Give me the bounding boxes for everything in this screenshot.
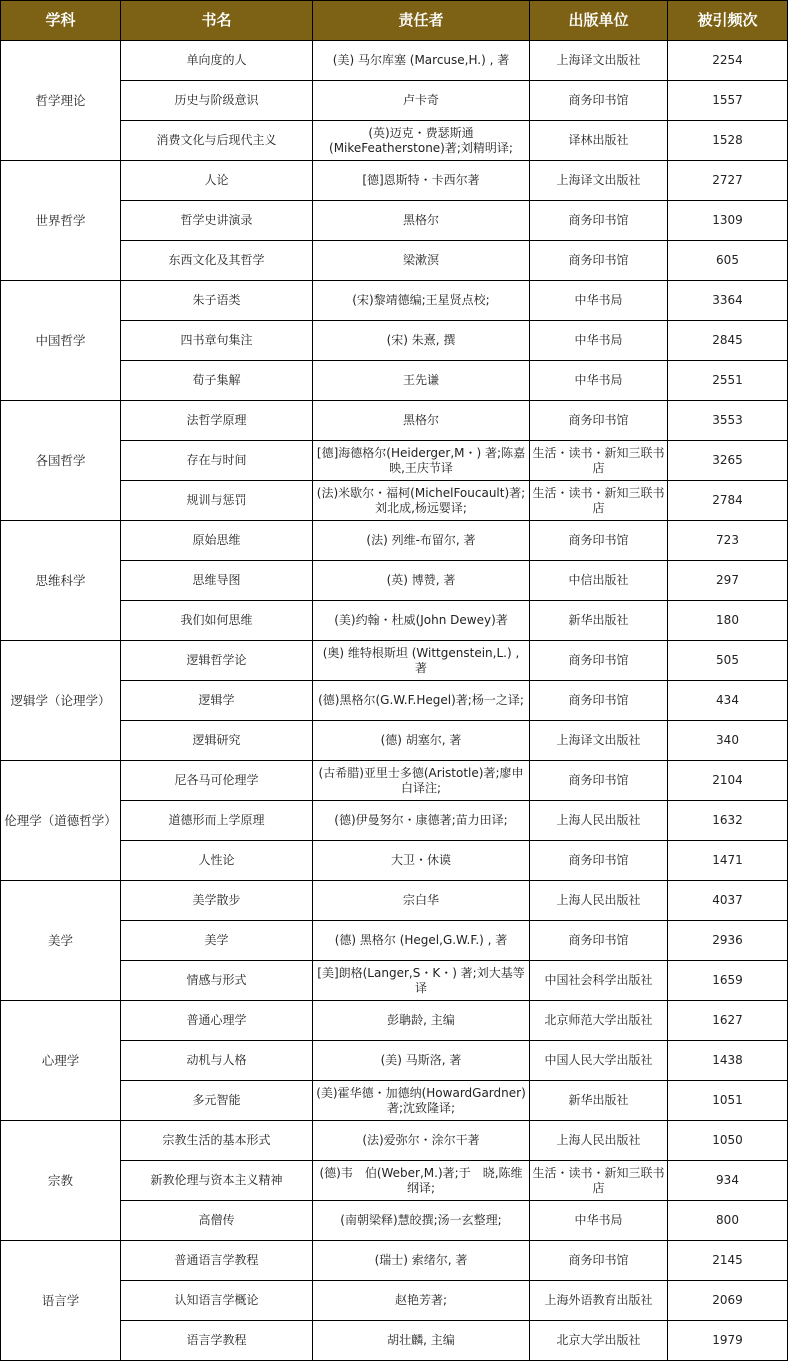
- title-cell: 动机与人格: [121, 1041, 313, 1081]
- header-subject: 学科: [1, 1, 121, 41]
- publisher-cell: 商务印书馆: [530, 761, 668, 801]
- subject-cell: 各国哲学: [1, 401, 121, 521]
- publisher-cell: 上海译文出版社: [530, 161, 668, 201]
- subject-cell: 伦理学（道德哲学）: [1, 761, 121, 881]
- table-row: [1, 281, 788, 321]
- author-cell: (美) 马尔库塞 (Marcuse,H.) , 著: [313, 41, 530, 81]
- table-row: [1, 1121, 788, 1161]
- author-cell: (宋)黎靖德编;王星贤点校;: [313, 281, 530, 321]
- author-cell: [美]朗格(Langer,S・K・) 著;刘大基等译: [313, 961, 530, 1001]
- publisher-cell: 生活・读书・新知三联书店: [530, 441, 668, 481]
- citations-cell: 3364: [668, 281, 788, 321]
- author-cell: (法)爱弥尔・涂尔干著: [313, 1121, 530, 1161]
- citations-cell: 2104: [668, 761, 788, 801]
- author-cell: 王先谦: [313, 361, 530, 401]
- citations-cell: 505: [668, 641, 788, 681]
- title-cell: 荀子集解: [121, 361, 313, 401]
- subject-cell: 语言学: [1, 1241, 121, 1361]
- citations-cell: 1979: [668, 1321, 788, 1361]
- table-row: [1, 641, 788, 681]
- publisher-cell: 上海译文出版社: [530, 721, 668, 761]
- citations-cell: 2551: [668, 361, 788, 401]
- table-row: [1, 1001, 788, 1041]
- publisher-cell: 上海外语教育出版社: [530, 1281, 668, 1321]
- table-row: [1, 401, 788, 441]
- title-cell: 普通心理学: [121, 1001, 313, 1041]
- publisher-cell: 商务印书馆: [530, 401, 668, 441]
- publisher-cell: 中华书局: [530, 281, 668, 321]
- title-cell: 逻辑哲学论: [121, 641, 313, 681]
- publisher-cell: 商务印书馆: [530, 841, 668, 881]
- author-cell: 大卫・休谟: [313, 841, 530, 881]
- author-cell: (美)约翰・杜威(John Dewey)著: [313, 601, 530, 641]
- citations-cell: 1528: [668, 121, 788, 161]
- title-cell: 朱子语类: [121, 281, 313, 321]
- title-cell: 情感与形式: [121, 961, 313, 1001]
- author-cell: 黑格尔: [313, 401, 530, 441]
- citations-cell: 2936: [668, 921, 788, 961]
- author-cell: (宋) 朱熹, 撰: [313, 321, 530, 361]
- title-cell: 逻辑研究: [121, 721, 313, 761]
- publisher-cell: 中国社会科学出版社: [530, 961, 668, 1001]
- title-cell: 单向度的人: [121, 41, 313, 81]
- author-cell: (南朝梁释)慧皎撰;汤一玄整理;: [313, 1201, 530, 1241]
- subject-cell: 逻辑学（论理学）: [1, 641, 121, 761]
- subject-cell: 哲学理论: [1, 41, 121, 161]
- citations-cell: 1471: [668, 841, 788, 881]
- publisher-cell: 商务印书馆: [530, 681, 668, 721]
- citations-cell: 934: [668, 1161, 788, 1201]
- publisher-cell: 新华出版社: [530, 1081, 668, 1121]
- author-cell: (英)迈克・费瑟斯通(MikeFeatherstone)著;刘精明译;: [313, 121, 530, 161]
- author-cell: (古希腊)亚里士多德(Aristotle)著;廖申白译注;: [313, 761, 530, 801]
- author-cell: (法) 列维-布留尔, 著: [313, 521, 530, 561]
- title-cell: 规训与惩罚: [121, 481, 313, 521]
- citations-cell: 434: [668, 681, 788, 721]
- title-cell: 美学散步: [121, 881, 313, 921]
- title-cell: 思维导图: [121, 561, 313, 601]
- title-cell: 人论: [121, 161, 313, 201]
- citations-cell: 2069: [668, 1281, 788, 1321]
- title-cell: 原始思维: [121, 521, 313, 561]
- publisher-cell: 中国人民大学出版社: [530, 1041, 668, 1081]
- citations-cell: 1557: [668, 81, 788, 121]
- author-cell: (奥) 维特根斯坦 (Wittgenstein,L.) , 著: [313, 641, 530, 681]
- title-cell: 东西文化及其哲学: [121, 241, 313, 281]
- title-cell: 认知语言学概论: [121, 1281, 313, 1321]
- citations-cell: 1632: [668, 801, 788, 841]
- publisher-cell: 生活・读书・新知三联书店: [530, 1161, 668, 1201]
- author-cell: 黑格尔: [313, 201, 530, 241]
- subject-cell: 美学: [1, 881, 121, 1001]
- title-cell: 我们如何思维: [121, 601, 313, 641]
- author-cell: (德) 黑格尔 (Hegel,G.W.F.) , 著: [313, 921, 530, 961]
- citations-cell: 1438: [668, 1041, 788, 1081]
- table-row: [1, 521, 788, 561]
- subject-cell: 心理学: [1, 1001, 121, 1121]
- citations-cell: 1050: [668, 1121, 788, 1161]
- title-cell: 存在与时间: [121, 441, 313, 481]
- citations-cell: 2254: [668, 41, 788, 81]
- publisher-cell: 上海人民出版社: [530, 801, 668, 841]
- author-cell: [德]恩斯特・卡西尔著: [313, 161, 530, 201]
- citations-cell: 800: [668, 1201, 788, 1241]
- citations-cell: 297: [668, 561, 788, 601]
- author-cell: (德)韦 伯(Weber,M.)著;于 晓,陈维纲译;: [313, 1161, 530, 1201]
- author-cell: (瑞士) 索绪尔, 著: [313, 1241, 530, 1281]
- title-cell: 消费文化与后现代主义: [121, 121, 313, 161]
- citations-cell: 2727: [668, 161, 788, 201]
- citations-cell: 4037: [668, 881, 788, 921]
- title-cell: 道德形而上学原理: [121, 801, 313, 841]
- publisher-cell: 新华出版社: [530, 601, 668, 641]
- table-row: [1, 41, 788, 81]
- author-cell: 宗白华: [313, 881, 530, 921]
- author-cell: (美) 马斯洛, 著: [313, 1041, 530, 1081]
- subject-cell: 世界哲学: [1, 161, 121, 281]
- publisher-cell: 上海人民出版社: [530, 881, 668, 921]
- subject-cell: 思维科学: [1, 521, 121, 641]
- table-row: [1, 761, 788, 801]
- publisher-cell: 生活・读书・新知三联书店: [530, 481, 668, 521]
- publisher-cell: 商务印书馆: [530, 1241, 668, 1281]
- publisher-cell: 商务印书馆: [530, 921, 668, 961]
- publisher-cell: 商务印书馆: [530, 201, 668, 241]
- subject-cell: 宗教: [1, 1121, 121, 1241]
- author-cell: [德]海德格尔(Heiderger,M・) 著;陈嘉映,王庆节译: [313, 441, 530, 481]
- publisher-cell: 商务印书馆: [530, 521, 668, 561]
- author-cell: (德)黑格尔(G.W.F.Hegel)著;杨一之译;: [313, 681, 530, 721]
- publisher-cell: 商务印书馆: [530, 81, 668, 121]
- subject-cell: 中国哲学: [1, 281, 121, 401]
- publisher-cell: 中华书局: [530, 361, 668, 401]
- title-cell: 逻辑学: [121, 681, 313, 721]
- publisher-cell: 中华书局: [530, 321, 668, 361]
- citations-cell: 340: [668, 721, 788, 761]
- author-cell: (德) 胡塞尔, 著: [313, 721, 530, 761]
- citations-cell: 723: [668, 521, 788, 561]
- citations-cell: 1659: [668, 961, 788, 1001]
- publisher-cell: 商务印书馆: [530, 641, 668, 681]
- publisher-cell: 上海译文出版社: [530, 41, 668, 81]
- author-cell: (英) 博赞, 著: [313, 561, 530, 601]
- table-row: [1, 161, 788, 201]
- citations-cell: 3553: [668, 401, 788, 441]
- citations-cell: 180: [668, 601, 788, 641]
- citations-cell: 3265: [668, 441, 788, 481]
- publisher-cell: 译林出版社: [530, 121, 668, 161]
- citations-cell: 1051: [668, 1081, 788, 1121]
- author-cell: (法)米歇尔・福柯(MichelFoucault)著;刘北成,杨远婴译;: [313, 481, 530, 521]
- title-cell: 语言学教程: [121, 1321, 313, 1361]
- title-cell: 宗教生活的基本形式: [121, 1121, 313, 1161]
- citations-cell: 2784: [668, 481, 788, 521]
- publisher-cell: 北京大学出版社: [530, 1321, 668, 1361]
- author-cell: 卢卡奇: [313, 81, 530, 121]
- citations-cell: 1627: [668, 1001, 788, 1041]
- title-cell: 尼各马可伦理学: [121, 761, 313, 801]
- table-row: [1, 1241, 788, 1281]
- title-cell: 哲学史讲演录: [121, 201, 313, 241]
- citations-cell: 2845: [668, 321, 788, 361]
- citations-cell: 605: [668, 241, 788, 281]
- author-cell: (美)霍华德・加德纳(HowardGardner)著;沈致隆译;: [313, 1081, 530, 1121]
- publisher-cell: 中华书局: [530, 1201, 668, 1241]
- header-citations: 被引频次: [668, 1, 788, 41]
- author-cell: (德)伊曼努尔・康德著;苗力田译;: [313, 801, 530, 841]
- author-cell: 赵艳芳著;: [313, 1281, 530, 1321]
- title-cell: 美学: [121, 921, 313, 961]
- author-cell: 彭聃龄, 主编: [313, 1001, 530, 1041]
- table-row: [1, 881, 788, 921]
- title-cell: 多元智能: [121, 1081, 313, 1121]
- title-cell: 普通语言学教程: [121, 1241, 313, 1281]
- title-cell: 法哲学原理: [121, 401, 313, 441]
- header-title: 书名: [121, 1, 313, 41]
- publisher-cell: 商务印书馆: [530, 241, 668, 281]
- title-cell: 四书章句集注: [121, 321, 313, 361]
- title-cell: 高僧传: [121, 1201, 313, 1241]
- title-cell: 历史与阶级意识: [121, 81, 313, 121]
- author-cell: 梁漱溟: [313, 241, 530, 281]
- publisher-cell: 北京师范大学出版社: [530, 1001, 668, 1041]
- header-row: [1, 1, 788, 41]
- header-author: 责任者: [313, 1, 530, 41]
- publisher-cell: 中信出版社: [530, 561, 668, 601]
- title-cell: 新教伦理与资本主义精神: [121, 1161, 313, 1201]
- citations-cell: 1309: [668, 201, 788, 241]
- publisher-cell: 上海人民出版社: [530, 1121, 668, 1161]
- citations-cell: 2145: [668, 1241, 788, 1281]
- author-cell: 胡壮麟, 主编: [313, 1321, 530, 1361]
- table-body: [1, 41, 788, 1361]
- title-cell: 人性论: [121, 841, 313, 881]
- header-publisher: 出版单位: [530, 1, 668, 41]
